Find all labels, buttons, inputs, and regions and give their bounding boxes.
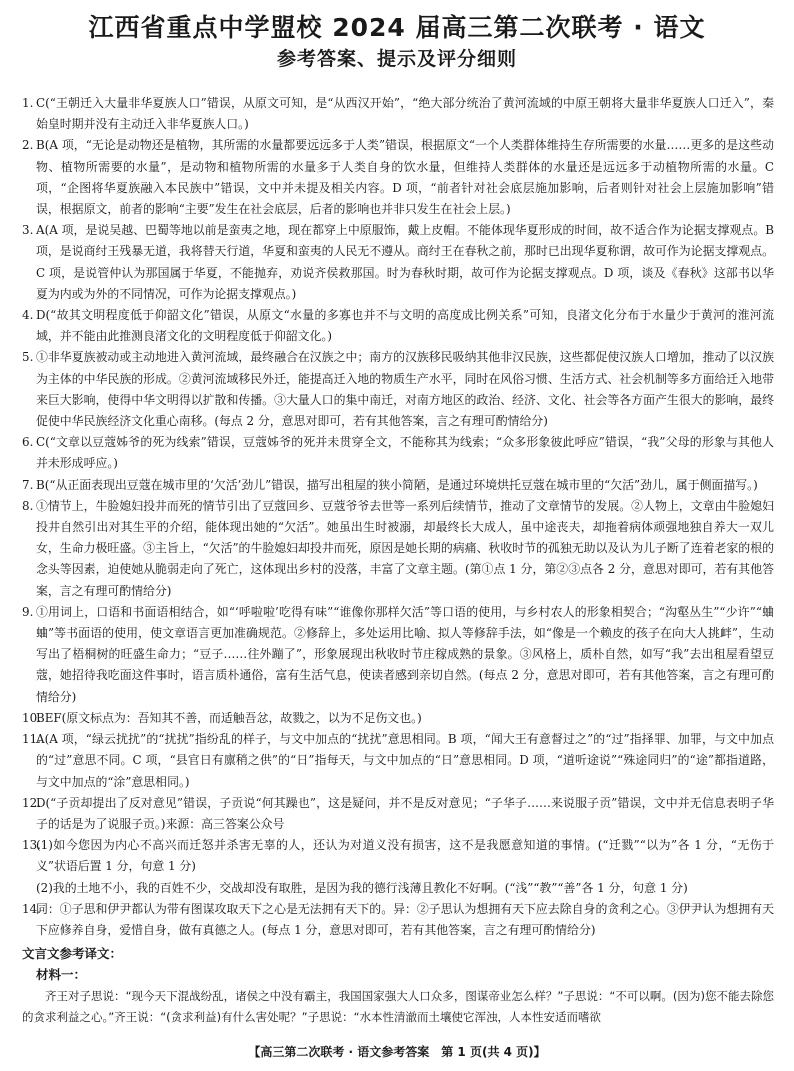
answer-number: 10.: [22, 710, 41, 725]
answer-number: 7.: [22, 477, 34, 492]
answer-text: A(A 项，“绿云扰扰”的“扰扰”指纷乱的样子，与文中加点的“扰扰”意思相同。B 项，“闻大王有意督过之”的“过”指择罪、加罪，与文中加点的“过”意思不同。C 项，“县官日有廪稍之供”的“日”指每天，与文中加点的“日”意思相同。D 项，“道听途说”“殊途同归”的“途”都指道路，与文中加点的“涂”意思相同。): [36, 732, 774, 789]
material-label: 材料一：: [36, 967, 87, 983]
answer-text: B(“从正面表现出豆蔻在城市里的‘欠活’劲儿”错误，描写出租屋的狭小简陋，是通过环境烘托豆蔻在城市里的“欠活”劲儿，属于侧面描写。): [36, 477, 758, 492]
answer-number: 14.: [22, 901, 41, 916]
answer-number: 2.: [22, 138, 34, 153]
answer-list: [22, 93, 774, 1028]
translation-text: 齐王对子思说：“现今天下混战纷乱，诸侯之中没有霸主，我国国家强大人口众多，图谋帝业怎么样？”子思说：“不可以啊。(因为)您不能去除您的贪求利益之心。”齐王说：“(贪求利益)有什么害处呢？”子思说：“水本性清澈而土壤使它浑浊，人本性安适而嗜欲: [22, 988, 774, 1024]
answer-number: 1.: [22, 96, 34, 110]
answer-text: 同：①子思和伊尹都认为带有图谋攻取天下之心是无法拥有天下的。异：②子思认为想拥有天下应去除自身的贪利之心。③伊尹认为想拥有天下应修养自身，爱惜自身，做有真德之人。(每点 1 分，意思对即可，若有其他答案，言之有理可酌情给分): [36, 901, 774, 937]
answer-item: [22, 729, 774, 793]
answer-item: [22, 135, 774, 220]
answer-text: C(“文章以豆蔻姊爷的死为线索”错误，豆蔻姊爷的死并未贯穿全文，不能称其为线索；“众多形象彼此呼应”错误，“我”父母的形象与其他人并未形成呼应。): [36, 435, 774, 471]
answer-item: [22, 475, 774, 496]
answer-text: ①非华夏族被动或主动地进入黄河流域，最终融合在汉族之中；南方的汉族移民吸纳其他非汉民族，这些都促使汉族人口增加，推动了以汉族为主体的中华民族的形成。②黄河流域移民外迁，能提高迁入地的物质生产水平，同时在风俗习惯、生活方式、社会机制等多方面给迁入地带来巨大影响，使得中华文明得以扩散和传播。③大量人口的集中南迁，对南方地区的政治、经济、文化、社会等各方面产生很大的影响，最终促使中华民族经济文化重心南移。(每点 2 分，意思对即可，若有其他答案，言之有理可酌情给分): [36, 350, 774, 429]
answer-text: BEF(原文标点为：吾知其不善，而适触吾忿，故戮之，以为不足伤文也。): [36, 710, 422, 725]
answer-number: 6.: [22, 435, 34, 450]
answer-item: [22, 602, 774, 708]
page-title: 江西省重点中学盟校 2024 届高三第二次联考 · 语文: [88, 13, 706, 42]
answer-number: 13.: [22, 838, 41, 853]
page-subtitle: 参考答案、提示及评分细则: [276, 48, 517, 70]
answer-text-part-1: (1)如今您因为内心不高兴而迁怒并杀害无辜的人，还认为对道义没有损害，这不是我愿意知道的事情。(“迁戮”“以为”各 1 分，“无伤于义”状语后置 1 分，句意 1 分): [36, 838, 774, 874]
answer-text: ①用词上，口语和书面语相结合，如“‘呼啦啦’吃得有味”“谁像你那样欠活”等口语的使用，与乡村农人的形象相契合；“沟壑丛生”“少许”“蛐蛐”等书面语的使用，使文章语言更加准确规范。②修辞上，多处运用比喻、拟人等修辞手法，如“像是一个赖皮的孩子在向大人挑衅”，生动写出了梧桐树的旺盛生命力；“豆子……往外蹦了”，形象展现出秋收时节庄稼成熟的景象。③风格上，质朴自然，如写“我”去出租屋看望豆蔻，她招待我吃面这件事时，语言质朴通俗，富有生活气息，使读者感到亲切自然。(每点 2 分，意思对即可，若有其他答案，言之有理可酌情给分): [36, 604, 774, 704]
answer-number: 5.: [22, 350, 34, 365]
answer-item: [22, 793, 774, 835]
answer-number: 8.: [22, 498, 34, 513]
answer-text: A(A 项，是说吴越、巴蜀等地以前是蛮夷之地，现在都穿上中原服饰，戴上皮帽。不能体现华夏形成的时间，故不适合作为论据支撑观点。B 项，是说商纣王残暴无道，我将替天行道，华夏和蛮夷的人民无不遵从。商纣王在春秋之前，那时已出现华夏称谓，故可作为论据支撑观点。C 项，是说管仲认为那国属于华夏，不能抛弃，劝说齐侯救那国。时为春秋时期，故可作为论据支撑观点。D 项，谈及《春秋》这部书以华夏为内或为外的不同情况，可作为论据支撑观点。): [36, 223, 774, 301]
answer-text: ①情节上，牛脸媳妇投井而死的情节引出了豆蔻回乡、豆蔻爷爷去世等一系列后续情节，推动了文章情节的发展。②人物上，文章由牛脸媳妇投井自然引出对其生平的介绍，能体现出她的“欠活”。她虽出生时被溺，却最终长大成人，虽中途丧夫，却拖着病体顽强地独自养大一双儿女，生命力极旺盛。③主旨上，“欠活”的牛脸媳妇却投井而死，原因是她长期的病痛、秋收时节的孤独无助以及认为儿子断了连着老家的根的念头等因素，迫使她从脆弱走向了死亡，这体现出乡村的没落，丰富了文章主题。(第①点 1 分，第②③点各 2 分，意思对即可，若有其他答案，言之有理可酌情给分): [36, 498, 774, 598]
answer-text: D(“子贡却提出了反对意见”错误，子贡说“何其躁也”，这是疑问，并不是反对意见；“子华子……来说服子贡”错误，文中并无信息表明子华子的话是为了说服子贡。)来源：高三答案公众号: [36, 795, 774, 831]
answer-item: [22, 347, 774, 432]
answer-number: 12.: [22, 795, 41, 810]
answer-number: 11.: [22, 732, 41, 747]
page-footer: 【高三第二次联考 · 语文参考答案 第 1 页(共 4 页)】: [248, 1045, 546, 1059]
answer-text: D(“故其文明程度低于仰韶文化”错误，从原文“水量的多寡也并不与文明的高度成比例关系”可知，良渚文化分布于水量少于黄河的淮河流域，并不能由此推测良渚文化的文明程度低于仰韶文化。): [36, 308, 774, 344]
answer-number: 3.: [22, 223, 34, 238]
answer-text: C(“王朝迁入大量非华夏族人口”错误，从原文可知，是“从西汉开始”，“绝大部分统治了黄河流域的中原王朝将大量非华夏族人口迁入”，秦始皇时期并没有主动迁入非华夏族人口。): [36, 96, 774, 132]
answer-item-13: [22, 835, 774, 899]
answer-item: [22, 305, 774, 347]
answer-number: 4.: [22, 308, 34, 323]
answer-item: [22, 432, 774, 474]
answer-item: [22, 708, 774, 729]
answer-item: [22, 93, 774, 135]
answer-text: B(A 项，“无论是动物还是植物，其所需的水量都要远远多于人类”错误，根据原文“一个人类群体维持生存所需要的水量……更多的是这些动物、植物所需要的水量”，是动物和植物所需的水量多于人类自身的饮水量，但维持人类群体的水量还是远远多于动植物所需的水量。C 项，“企图将华夏族融入本民族中”错误，文中并未提及相关内容。D 项，“前者针对社会底层施加影响，后者则针对社会上层施加影响”错误，根据原文，前者的影响“主要”发生在社会底层，后者的影响也并非只发生在社会上层。): [36, 138, 774, 217]
answer-number: 9.: [22, 604, 34, 619]
translation-heading: 文言文参考译文：: [22, 946, 123, 962]
answer-item: [22, 220, 774, 305]
answer-text-part-2: (2)我的土地不小，我的百姓不少，交战却没有取胜，是因为我的德行浅薄且教化不好啊。(“浅”“教”“善”各 1 分，句意 1 分): [36, 880, 688, 895]
answer-item-14: [22, 899, 774, 941]
answer-item: [22, 496, 774, 602]
